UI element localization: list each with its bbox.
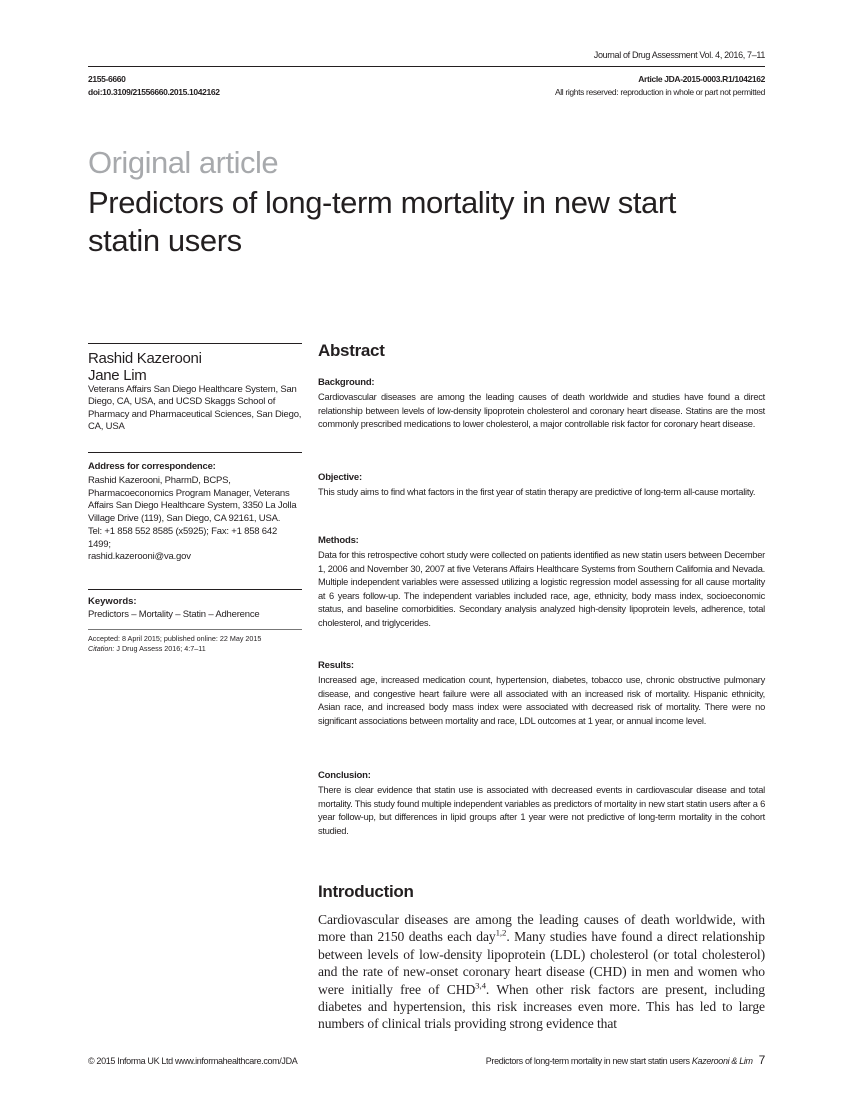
affiliation: Veterans Affairs San Diego Healthcare System, San Diego, CA, USA, and UCSD Skaggs School of Pharmacy and Pharmaceutical Sciences, San Diego, CA, USA [88, 384, 302, 432]
sidebar-rule-keywords [88, 589, 302, 590]
keywords-list: Predictors – Mortality – Statin – Adherence [88, 609, 260, 620]
intro-text: Cardiovascular diseases are among the leading causes of death worldwide, with more than 2150 deaths each day [318, 912, 765, 945]
address-line: Village Drive (119), San Diego, CA 92161, USA. [88, 513, 281, 525]
citation [88, 644, 302, 654]
address-line: 1499; [88, 538, 111, 550]
citation-ref[interactable]: 1,2 [495, 927, 507, 938]
doi: doi:10.3109/21556660.2015.1042162 [88, 87, 220, 97]
section-label: Original article [88, 145, 279, 180]
sidebar-rule-authors [88, 343, 302, 344]
author-list [88, 350, 302, 384]
address-line: Rashid Kazerooni, PharmD, BCPS, [88, 475, 231, 486]
sidebar-rule-correspondence [88, 452, 302, 453]
rights-statement: All rights reserved: reproduction in whole or part not permitted [554, 87, 765, 97]
correspondence-address [88, 475, 302, 564]
author-name: Rashid Kazerooni [88, 350, 202, 367]
header-rule [88, 66, 765, 67]
citation-ref[interactable]: 3,4 [475, 980, 486, 991]
results-text: Increased age, increased medication count, hypertension, diabetes, tobacco use, chronic obstructive pulmonary disease, and congestive heart failure were all associated with an increased risk of mortality. Hispanic ethnicity, Asian race, and increased body mass index were associated with decreased risk of mortality. There were no significant associations between mortality and race, LDL outcomes at 1 year, or annual income level. [318, 675, 765, 726]
introduction-paragraph [318, 911, 765, 1033]
address-line: Affairs San Diego Healthcare System, 3350 La Jolla [88, 500, 297, 512]
footer-running-head [440, 1053, 765, 1067]
issn: 2155-6660 [88, 74, 126, 84]
intro-text: . Many studies have found a direct relationship between levels of low-density lipoprotein (LDL) cholesterol (or total cholesterol) and the rate of new-onset coronary heart disease (CHD) in men and women who were initially free of CHD [318, 929, 765, 997]
citation-label: Citation: [88, 644, 115, 653]
email-link[interactable]: rashid.kazerooni@va.gov [88, 551, 191, 563]
conclusion-text: There is clear evidence that statin use is associated with decreased events in cardiovascular disease and total mortality. This study found multiple independent variables as predictors of mortality in new start statin users after a 6 year follow-up, but differences in lipid groups after 1 year were not predictive of long-term mortality in the cohort studied. [318, 785, 765, 836]
methods-text: Data for this retrospective cohort study were collected on patients identified as new statin users between December 1, 2006 and November 30, 2007 at five Veterans Affairs Healthcare Systems from Southern California and Nevada. Multiple independent variables were assessed utilizing a logistic regression model assessing for all cause mortality at 6 years follow-up. The independent variables included race, age, ethnicity, body mass index, socioeconomic status, and baseline comorbidities. Secondary analysis analyzed high-density lipoprotein levels, adherence, total cholesterol, and triglycerides. [318, 550, 765, 628]
address-line: Tel: +1 858 552 8585 (x5925); Fax: +1 858 642 [88, 525, 278, 537]
objective-heading: Objective: [318, 472, 362, 483]
address-line: Pharmacoeconomics Program Manager, Veterans [88, 487, 290, 499]
page-number: 7 [758, 1053, 765, 1067]
article-id: Article JDA-2015-0003.R1/1042162 [638, 74, 765, 84]
accepted-info [88, 634, 302, 654]
footer-copyright: © 2015 Informa UK Ltd www.informahealthcare.com/JDA [88, 1056, 298, 1066]
header-meta-right [450, 73, 765, 99]
author-name: Jane Lim [88, 367, 147, 384]
objective-text: This study aims to find what factors in the first year of statin therapy are predictive of long-term all-cause mortality. [318, 487, 756, 497]
article-title: Predictors of long-term mortality in new start statin users [88, 185, 677, 258]
running-title: Predictors of long-term mortality in new start statin users [485, 1056, 692, 1066]
background-text: Cardiovascular diseases are among the leading causes of death worldwide and studies have found a direct relationship between levels of low-density lipoprotein cholesterol and coronary heart disease. Statins are the most commonly prescribed medications to lower cholesterol, a major controllable risk factor for coronary heart disease. [318, 392, 765, 429]
running-authors: Kazerooni & Lim [691, 1056, 753, 1066]
header-meta-left [88, 73, 220, 99]
correspondence-heading: Address for correspondence: [88, 461, 216, 472]
background-heading: Background: [318, 377, 375, 388]
citation-text: J Drug Assess 2016; 4:7–11 [114, 644, 206, 653]
introduction-heading: Introduction [318, 882, 414, 901]
methods-heading: Methods: [318, 535, 359, 546]
accepted-dates: Accepted: 8 April 2015; published online: 22 May 2015 [88, 634, 262, 643]
sidebar-rule-accepted [88, 629, 302, 630]
keywords-heading: Keywords: [88, 596, 137, 607]
intro-text: . When other risk factors are present, including diabetes and hypertension, this risk increases even more. This has led to large numbers of clinical trials providing strong evidence that [318, 981, 765, 1032]
abstract-heading: Abstract [318, 341, 385, 360]
conclusion-heading: Conclusion: [318, 770, 371, 781]
journal-line: Journal of Drug Assessment Vol. 4, 2016, 7–11 [593, 50, 765, 60]
results-heading: Results: [318, 660, 354, 671]
